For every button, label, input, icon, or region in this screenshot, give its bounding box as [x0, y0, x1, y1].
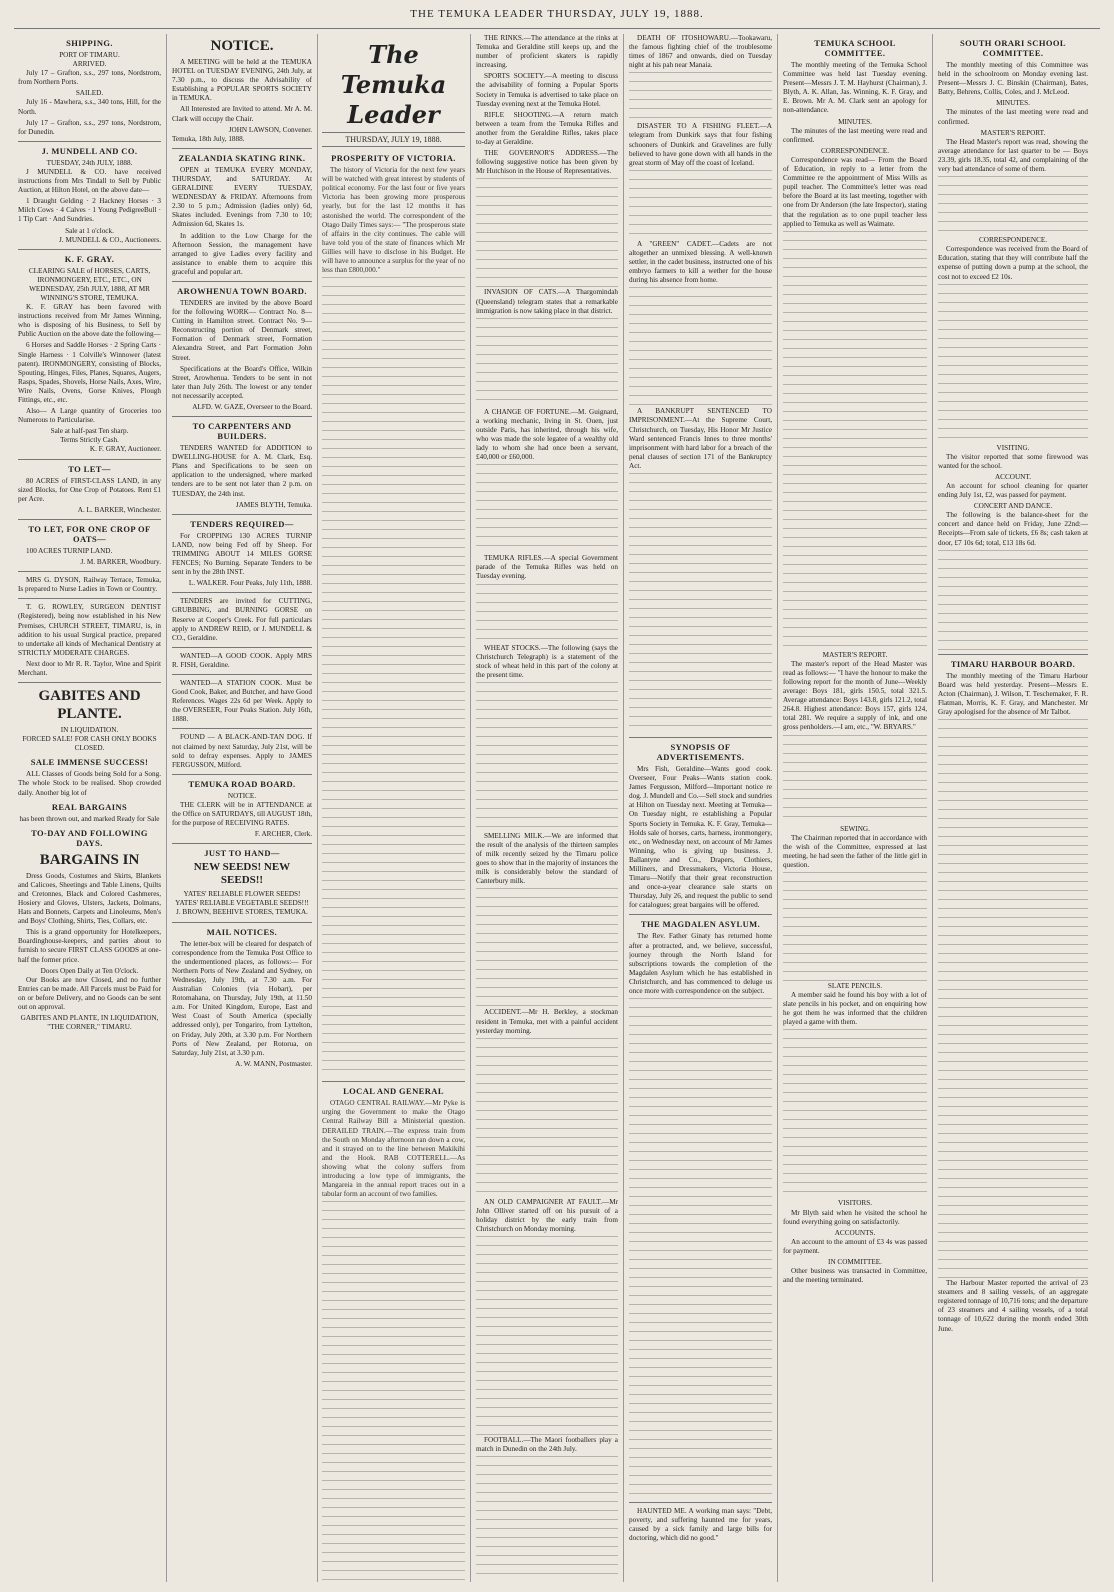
article-text-block	[783, 1029, 927, 1199]
committee-text: Other business was transacted in Committee, and the meeting terminated.	[783, 1267, 927, 1285]
divider	[938, 654, 1088, 655]
rowley-ad: T. G. ROWLEY, SURGEON DENTIST (Registered), being now established in his New Premises, CHURCH STREET, TIMARU, is, in addition to his usual Surgical practice, prepared to undertake all kinds of Mechanical Dentistry at STRICTLY MODERATE CHARGES.	[18, 603, 161, 657]
news-item-smelling-milk: SMELLING MILK.—We are informed that the result of the analysis of the thirteen samples of milk recently seized by the Timaru police goes to show that in the majority of instances the milk is considerably below the standard of Canterbury milk.	[476, 831, 618, 886]
arowhenua-specs: Specifications at the Board's Office, Wilkin Street, Arowhenua. Tenders to be sent in not later than July 26th. The lowest or any tender not necessarily accepted.	[172, 364, 312, 400]
news-item-rinks: THE RINKS.—The attendance at the rinks at Temuka and Geraldine still keeps up, and the number of proficient skaters is rapidly increasing.	[476, 34, 618, 70]
section-label: MINUTES.	[996, 99, 1030, 108]
temuka-school-heading: TEMUKA SCHOOL COMMITTEE.	[814, 38, 896, 58]
slate-text: A member said he found his boy with a lot of slate pencils in his pocket, and on enquiring how he got them he was informed that the children played a game with them.	[783, 991, 927, 1027]
article-text-block	[476, 1456, 618, 1582]
gray-heading: K. F. GRAY.	[64, 253, 115, 264]
news-item-disaster: DISASTER TO A FISHING FLEET.—A telegram from Dunkirk says that four fishing schooners of Dunkirk and Gravelines are fully believed to have gone down with all hands in the great storm of May off the coast of Iceland.	[629, 122, 772, 167]
article-text-block	[783, 231, 927, 651]
news-item-campaigner: AN OLD CAMPAIGNER AT FAULT.—Mr John Olliver started off on his pursuit of a holiday district by the early train from Christchurch on Monday morning.	[476, 1197, 618, 1234]
divider	[18, 571, 161, 572]
divider	[18, 459, 161, 460]
to-let-oats-heading: TO LET, FOR ONE CROP OF OATS—	[28, 523, 151, 544]
arowhenua-signature: ALFD. W. GAZE, Overseer to the Board.	[192, 403, 312, 411]
section-label: VISITING.	[996, 443, 1030, 452]
section-label: ACCOUNT.	[994, 472, 1031, 481]
news-item-cadet: A "GREEN" CADET.—Cadets are not altogether an unmixed blessing. A well-known settler, in the cadet business, instructed one of his embryo farmers to kill a wether for the house during his absence from home.	[629, 239, 772, 285]
gabites-body: ALL Classes of Goods being Sold for a Song. The whole Stock to be realised. Shop crowded daily. Another big lot of	[18, 770, 161, 797]
harbour-board-body: The monthly meeting of the Timaru Harbour Board was held yesterday. Present—Messrs E. Acton (Chairman), J. Wilson, T. Teschemaker, F. R. Flatman, Morris, K. F. Gray, and Manchester. Mr Gray apologised for the absence of Mr Talbot.	[938, 671, 1088, 716]
gray-also: Also— A Large quantity of Groceries too Numerous to Particularise.	[18, 407, 161, 425]
carpenters-signature: JAMES BLYTH, Temuka.	[235, 500, 312, 509]
notice-heading: NOTICE.	[210, 38, 274, 54]
gabites-books: Our Books are now Closed, and no further Entries can be made. All Parcels must be Paid for on or before Delivery, and no Goods can be sent out on approval.	[18, 975, 161, 1012]
section-label: MINUTES.	[838, 117, 872, 126]
rink-more: In addition to the Low Charge for the Afternoon Session, the management have arranged to give Ladies every facility and assistance to enable them to acquire this graceful and popular art.	[172, 231, 312, 276]
section-label: CORRESPONDENCE.	[820, 146, 890, 155]
gray-items: 6 Horses and Saddle Horses · 2 Spring Carts · Single Harness · 1 Colville's Winnower (latest patent). IRONMONGERY, consisting of Blocks, Spouting, Hinges, Files, Planes, Squares, Augers, Rasps, Spades, Shovels, Horse Nails, Axes, Wire, Wire Nails, Ovens, Gorse Knives, Plough Fittings, etc., etc.	[18, 341, 161, 404]
mundell-date: TUESDAY, 24th JULY, 1888.	[46, 158, 133, 167]
article-text-block	[476, 584, 618, 644]
divider	[172, 774, 312, 775]
column-rule	[932, 34, 933, 1582]
seeds-body: YATES' RELIABLE FLOWER SEEDS! YATES' RELIABLE VEGETABLE SEEDS!!!	[175, 890, 309, 908]
rink-body: OPEN at TEMUKA EVERY MONDAY, THURSDAY, and SATURDAY. At GERALDINE EVERY TUESDAY, WEDNESDAY & FRIDAY. Afternoons from 2.30 to 5 p.m.; Admission (ladies only) 6d, Skates included. Evenings from 7.30 to 10; Admission 6d, Skates 1s.	[172, 165, 312, 229]
article-text-block	[783, 735, 927, 825]
article-text-block	[476, 682, 618, 832]
to-let-heading: TO LET—	[68, 463, 111, 474]
divider	[629, 1502, 772, 1503]
arrival-entry: July 17 – Grafton, s.s., 297 tons, Nordstrom, from Northern Ports.	[18, 69, 161, 87]
editorial-text: The history of Victoria for the next few years will be watched with great interest by students of political economy. For the last four or five years Victoria has been growing more prosperous yearly, but for the last 12 months it has astonished the world. The correspondent of the Otago Daily Times says:— "The prosperous state of affairs in the city continues. The cable will have told you of the state of finances which Mr Gillies will have to disclose in his Budget. He will have to announce a surplus for the year of no less than £800,000."	[322, 166, 465, 275]
article-text-block	[629, 287, 772, 407]
arowhenua-body: TENDERS are invited by the above Board for the following WORK— Contract No. 8—Cutting in Hamilton street. Contract No. 9—Reconstructing portion of Denmark street, Formation of Denmark street, Formation Alexandra Street, and Part Formation John Street.	[172, 298, 312, 362]
news-item-wheat: WHEAT STOCKS.—The following (says the Christchurch Telegraph) is a statement of the stock of wheat held in this part of the colony at the present time.	[476, 643, 618, 679]
to-let-oats-signature: J. M. BARKER, Woodbury.	[80, 558, 161, 567]
shipping-heading: SHIPPING.	[66, 38, 113, 48]
column-rule	[777, 34, 778, 1582]
news-item-accident: ACCIDENT.—Mr H. Berkley, a stockman resident in Temuka, met with a painful accident yesterday morning.	[476, 1008, 618, 1035]
notice-date: Temuka, 18th July, 1888.	[172, 134, 245, 143]
gray-sale-notice: CLEARING SALE of HORSES, CARTS, IRONMONGERY, ETC., ETC., ON WEDNESDAY, 25th JULY, 1888, AT MR WINNING'S STORE, TEMUKA.	[28, 266, 151, 302]
header-rule	[14, 28, 1100, 29]
seeds-new: NEW SEEDS! NEW SEEDS!!	[193, 861, 291, 887]
article-text-block	[476, 318, 618, 408]
gray-terms: Terms Strictly Cash.	[60, 436, 119, 445]
column-rule	[317, 34, 318, 1582]
divider	[18, 141, 161, 142]
visiting-text: The visitor reported that some firewood was wanted for the school.	[938, 452, 1088, 470]
divider	[172, 416, 312, 417]
divider	[172, 592, 312, 593]
asylum-text: The Rev. Father Ginaty has returned home after a protracted, and, we believe, successful, journey through the North Island for subscriptions towards the completion of the Magdalen Asylum which he has established in Christchurch, and has commenced to deluge us once more with correspondence on the subject.	[629, 932, 772, 996]
gabites-real-bargains: REAL BARGAINS	[51, 801, 128, 812]
section-label: IN COMMITTEE.	[828, 1258, 882, 1267]
divider	[18, 519, 161, 520]
seeds-heading: JUST TO HAND—	[204, 848, 280, 859]
article-text-block	[938, 176, 1088, 236]
article-text-block	[938, 284, 1088, 444]
sewing-text: The Chairman reported that in accordance with the wish of the Committee, expressed at last meeting, he had seen the father of the little girl in question.	[783, 833, 927, 869]
news-item-football: FOOTBALL.—The Maori footballers play a match in Dunedin on the 24th July.	[476, 1436, 618, 1454]
correspondence-text: Correspondence was received from the Board of Education, stating that they will contribute half the expense of putting down a pump at the school, the cost not to exceed £2 10s.	[938, 245, 1088, 281]
article-text-block	[938, 719, 1088, 1279]
article-text-block	[322, 277, 465, 1077]
divider	[172, 728, 312, 729]
divider	[18, 682, 161, 683]
divider	[172, 647, 312, 648]
section-label: ACCOUNTS.	[834, 1228, 876, 1237]
roadboard-heading: TEMUKA ROAD BOARD.	[188, 778, 296, 789]
roadboard-notice: NOTICE.	[227, 791, 257, 800]
divider	[18, 598, 161, 599]
column-2	[172, 34, 312, 1582]
divider	[322, 1081, 465, 1082]
gabites-signature: GABITES AND PLANTE, IN LIQUIDATION, "THE CORNER," TIMARU.	[20, 1014, 159, 1032]
local-general-heading: LOCAL AND GENERAL	[343, 1086, 444, 1097]
mail-signature: A. W. MANN, Postmaster.	[235, 1059, 312, 1068]
sailing-entry: July 16 - Mawhera, s.s., 340 tons, Hill, for the North.	[18, 98, 161, 116]
account-text: An account for school cleaning for quarter ending July 1st, £2, was passed for payment.	[938, 481, 1088, 500]
news-item-sports: SPORTS SOCIETY.—A meeting to discuss the advisability of forming a Popular Sports Society in Temuka is advertised to take place on Tuesday evening next at the Temuka Hotel.	[476, 72, 618, 108]
wanted-cook: WANTED—A GOOD COOK. Apply MRS R. FISH, Geraldine.	[172, 651, 312, 669]
haunted-ad: HAUNTED ME. A working man says: "Debt, poverty, and suffering haunted me for years, caused by a sick family and large bills for doctoring, which did no good."	[629, 1507, 772, 1543]
section-label: MASTER'S REPORT.	[822, 650, 888, 659]
asylum-heading: THE MAGDALEN ASYLUM.	[640, 919, 761, 930]
report-text: The Head Master's report was read, showing the average attendance for last quarter to be — Boys 23.39, girls 18.35, total 42, and complaining of the very bad attendance of some of them.	[938, 137, 1088, 174]
seeds-signature: J. BROWN, BEEHIVE STORES, TEMUKA.	[176, 908, 308, 917]
divider	[172, 674, 312, 675]
news-item-governor: THE GOVERNOR'S ADDRESS.—The following suggestive notice has been given by Mr Hutchison in the House of Representatives.	[476, 149, 618, 176]
section-label: CORRESPONDENCE.	[978, 236, 1048, 245]
harbour-board-heading: TIMARU HARBOUR BOARD.	[950, 658, 1076, 669]
gabites-opened: has been thrown out, and marked Ready for Sale	[19, 814, 160, 823]
editorial-heading: PROSPERITY OF VICTORIA.	[331, 153, 456, 164]
local-general-text: OTAGO CENTRAL RAILWAY.—Mr Pyke is urging the Government to make the Otago Central Railway Bill a Ministerial question. DERAILED TRAIN.—The express train from the South on Monday afternoon ran down a cow, and it strayed on to the line between Makikihi and the Hook. RAB COTTERELL.—As showing what the colony suffers from introducing a low type of immigrants, the Mangareia in the annual report traces out in a tabular form an account of two families.	[322, 1099, 465, 1199]
concert-text: The following is the balance-sheet for the concert and dance held on Friday, June 22nd:—Receipts—From sale of tickets, £6 8s; cash taken at door, £7 10s 6d; total, £13 18s 6d.	[938, 511, 1088, 547]
report-text: The master's report of the Head Master was read as follows:— "I have the honour to make the following report for the month of June—Weekly average: Boys 181, girls 150.5, total 321.5. Average attendance: Boys 143.8, girls 121.2, total 264.8. Highest attendance: Boys 157, girls 124, total 281. We require a supply of ink, and one gross penholders.—I am, etc., "W. BRYARS."	[783, 659, 927, 732]
visitors-text: Mr Blyth said when he visited the school he found everything going on satisfactorily.	[783, 1208, 927, 1226]
divider	[629, 914, 772, 915]
news-item-rifles: TEMUKA RIFLES.—A special Government parade of the Temuka Rifles was held on Tuesday evening.	[476, 554, 618, 581]
tenders-signature: L. WALKER. Four Peaks, July 11th, 1888.	[188, 579, 312, 588]
roadboard-signature: F. ARCHER, Clerk.	[254, 830, 312, 839]
shipping-subheading: PORT OF TIMARU.	[59, 51, 120, 59]
arrived-label: ARRIVED.	[72, 60, 107, 69]
column-4	[476, 34, 618, 1582]
arowhenua-heading: AROWHENUA TOWN BOARD.	[177, 285, 307, 296]
news-item-rifle: RIFLE SHOOTING.—A return match between a team from the Temuka Rifles and another from the Geraldine Rifles, takes place to-day at Geraldine.	[476, 110, 618, 147]
section-label: SEWING.	[840, 824, 870, 833]
section-label: VISITORS.	[837, 1199, 872, 1208]
rink-heading: ZEALANDIA SKATING RINK.	[178, 152, 306, 163]
gabites-doors: Doors Open Daily at Ten O'clock.	[40, 966, 139, 975]
gray-sale-time: Sale at half-past Ten sharp.	[50, 427, 129, 436]
south-orari-heading: SOUTH ORARI SCHOOL COMMITTEE.	[960, 38, 1066, 58]
article-text-block	[938, 550, 1088, 650]
to-let-body: 80 ACRES of FIRST-CLASS LAND, in any sized Blocks, for One Crop of Potatoes. Rent £1 per Acre.	[18, 476, 161, 503]
article-text-block	[629, 998, 772, 1498]
sailing-entry: July 17 – Grafton, s.s., 297 tons, Nordstrom, for Dunedin.	[18, 118, 161, 136]
gabites-bargains-in: BARGAINS IN	[39, 851, 140, 868]
gabites-heading: GABITES AND PLANTE.	[38, 688, 141, 723]
harbour-board-more: The Harbour Master reported the arrival of 23 steamers and 8 sailing vessels, of an aggregate registered tonnage of 10,716 tons; and the departure of 23 steamers and 4 sailing vessels, of a total tonnage of 10,622 during the month ended 30th June.	[938, 1279, 1088, 1333]
gabites-today: TO-DAY AND FOLLOWING DAYS.	[31, 827, 148, 848]
synopsis-text: Mrs Fish, Geraldine—Wants good cook. Overseer, Four Peaks—Wants station cook. James Fergusson, Milford—Important notice re dog. J. Mundell and Co.—Sell stock and sundries at Hilton on Tuesday next. Meeting at Temuka—On Tuesday night, re establishing a Popular Sports Society in Temuka. K. F. Gray, Temuka—Holds sale of horses, carts, harness, ironmongery, etc., on Wednesday next, on account of Mr James Winning, who is giving up business. J. Ballantyne and Co., Drapers, Clothiers, Milliners, and Dressmakers, Victoria House, Timaru—Notify that their great reconstruction and once-a-year clearance sale starts on Thursday, July 26, and request the public to send for catalogues; great bargains will be offered.	[629, 764, 772, 910]
gabites-forced-sale: FORCED SALE! FOR CASH ONLY BOOKS CLOSED.	[22, 735, 157, 753]
divider	[172, 281, 312, 282]
divider	[172, 843, 312, 844]
wanted-station-cook: WANTED—A STATION COOK. Must be Good Cook, Baker, and Butcher, and have Good References. Wages 22s 6d per Week. Apply to the OVERSEER, Four Peaks Station. July 16th, 1888.	[172, 678, 312, 724]
to-let-oats-body: 100 ACRES TURNIP LAND.	[26, 546, 113, 555]
gabites-success: SALE IMMENSE SUCCESS!	[30, 757, 149, 768]
article-text-block	[322, 1201, 465, 1582]
divider	[629, 737, 772, 738]
divider	[172, 922, 312, 923]
mundell-body: J MUNDELL & CO. have received instructions from Mrs Tindall to Sell by Public Auction, at Hilton Hotel, on the above date—	[18, 167, 161, 195]
section-label: CONCERT AND DANCE.	[973, 502, 1053, 511]
mundell-items: 1 Draught Gelding · 2 Hackney Horses · 3 Milch Cows · 4 Calves · 1 Young PedigreeBull · 1 Tip Cart · And Sundries.	[18, 197, 161, 224]
found-dog: FOUND — A BLACK-AND-TAN DOG. If not claimed by next Saturday, July 21st, will be sold to defray expenses. Apply to JAMES FERGUSSON, Milford.	[172, 733, 312, 769]
article-text-block	[476, 1236, 618, 1436]
mail-body: The letter-box will be cleared for despatch of correspondence from the Temuka Post Office to the undermentioned places, as follows:— For Northern Ports of New Zealand and Sydney, on Wednesday, July 19th, at 7.30 a.m. For Australian Colonies (via Hobart), per Rotomahana, on Thursday, July 19th, at 11.50 a.m. For United Kingdom, Europe, East and West Coast of South America (specially addressed only), per Tongariro, from Lyttelton, on Friday, July 20th, at 3.30 p.m. For Northern Ports of New Zealand, per Rotorua, on Saturday, July 21st, at 3.30 p.m.	[172, 939, 312, 1057]
temuka-school-body: The monthly meeting of the Temuka School Committee was held last Tuesday evening. Present—Messrs J. T. M. Hayhurst (Chairman), J. Blyth, A. K. Allan, Jas. Winning, K. F. Gray, and E. Brown. Mr A. M. Clark sent an apology for non-attendance.	[783, 61, 927, 115]
notice-more: All Interested are Invited to attend. Mr A. M. Clark will occupy the Chair.	[172, 105, 312, 123]
synopsis-heading: SYNOPSIS OF ADVERTISEMENTS.	[656, 741, 745, 762]
notice-body: A MEETING will be held at the TEMUKA HOTEL on TUESDAY EVENING, 24th July, at 7.30 p.m., to discuss the Advisability of Establishing a POPULAR SPORTS SOCIETY in TEMUKA.	[172, 58, 312, 103]
article-text-block	[476, 464, 618, 554]
rowley-address: Next door to Mr R. R. Taylor, Wine and Spirit Merchant.	[18, 659, 161, 677]
column-7	[938, 34, 1088, 1582]
news-item-bankrupt: A BANKRUPT SENTENCED TO IMPRISONMENT.—At the Supreme Court, Christchurch, on Tuesday, His Honor Mr Justice Ward sentenced Francis Innes to three months' imprisonment with hard labor for a breach of the penal clauses of section 171 of the Bankruptcy Act.	[629, 407, 772, 470]
running-header: THE TEMUKA LEADER THURSDAY, JULY 19, 1888.	[410, 8, 704, 20]
section-label: SLATE PENCILS.	[827, 982, 883, 990]
news-item-fortune: A CHANGE OF FORTUNE.—M. Guignard, a working mechanic, living in St. Ouen, just outside Paris, has inherited, through his wife, who was made the sole legatee of a wealthy old lady to whom she had once been a servant, £40,000 or £60,000.	[476, 407, 618, 462]
minutes-text: The minutes of the last meeting were read and confirmed.	[938, 108, 1088, 126]
mundell-heading: J. MUNDELL AND CO.	[41, 145, 138, 156]
tenders-heading: TENDERS REQUIRED—	[190, 518, 294, 529]
carpenters-heading: TO CARPENTERS AND BUILDERS.	[192, 421, 292, 442]
news-item-death: DEATH OF ITOSHOWARU.—Tookawaru, the famous fighting chief of the troublesome times of 1867 and onwards, died on Tuesday night at his pah near Manaia.	[629, 34, 772, 70]
article-text-block	[629, 473, 772, 733]
gray-signature: K. F. GRAY, Auctioneer.	[89, 445, 161, 454]
gabites-opportunity: This is a grand opportunity for Hotelkeepers, Boardinghouse-keepers, and parties about to furnish to secure FIRST CLASS GOODS at one-half the former price.	[18, 928, 161, 964]
gray-body: K. F. GRAY has been favored with instructions received from Mr James Winning, who is disposing of his Business, to Sell by Public Auction on the above date the following—	[18, 303, 161, 339]
article-text-block	[783, 872, 927, 982]
column-3	[322, 34, 465, 1582]
mundell-sale-time: Sale at 1 o'clock.	[65, 226, 114, 235]
mundell-signature: J. MUNDELL & CO., Auctioneers.	[59, 235, 161, 244]
article-text-block	[476, 178, 618, 288]
column-rule	[166, 34, 167, 1582]
newspaper-nameplate: The Temuka Leader	[340, 40, 447, 129]
news-item-cats: INVASION OF CATS.—A Thargomindah (Queensland) telegram states that a remarkable immigration is now taking place in that district.	[476, 288, 618, 315]
issue-date: THURSDAY, JULY 19, 1888.	[322, 132, 465, 147]
article-text-block	[476, 1038, 618, 1198]
column-rule	[623, 34, 624, 1582]
divider	[18, 249, 161, 250]
column-6	[783, 34, 927, 1582]
roadboard-body: THE CLERK will be in ATTENDANCE at the Office on SATURDAYS, till AUGUST 18th, for the purpose of RECEIVING RATES.	[172, 800, 312, 828]
south-orari-body: The monthly meeting of this Committee was held in the schoolroom on Monday evening last. Present—Messrs J. C. Binskin (Chairman), Bates, Batty, Behrens, Collis, Coles, and J. McLeod.	[938, 61, 1088, 97]
article-text-block	[629, 170, 772, 240]
sailed-label: SAILED.	[75, 89, 104, 98]
divider	[172, 514, 312, 515]
tenders-body: For CROPPING 130 ACRES TURNIP LAND, now being Fed off by Sheep. For TRIMMING ABOUT 14 MILES GORSE FENCES; No Burning. Separate Tenders to be sent in by the 28th INST.	[172, 531, 312, 577]
article-text-block	[629, 72, 772, 122]
column-1	[18, 34, 161, 1582]
column-5	[629, 34, 772, 1582]
section-label: MASTER'S REPORT.	[980, 128, 1046, 137]
gabites-list: Dress Goods, Costumes and Skirts, Blankets and Calicoes, Sheetings and Table Linens, Quilts and Cretonnes, Black and Colored Cashmeres, Hosiery and Gloves, Ulsters, Jackets, Dolmans, Hats and Bonnets, Carpets and Linoleums, Men's and Boys' Clothing, Shirts, Ties, Collars, etc.	[18, 871, 161, 926]
notice-signature: JOHN LAWSON, Convener.	[228, 125, 312, 134]
gabites-subheading: IN LIQUIDATION.	[60, 726, 119, 735]
carpenters-body: TENDERS WANTED for ADDITION to DWELLING-HOUSE for A. M. Clark, Esq. Plans and Specifications to be seen on application to the undersigned, where marked tenders are to be sent not later than 2 p.m. on TUESDAY, the 24th inst.	[172, 444, 312, 498]
column-rule	[470, 34, 471, 1582]
correspondence-text: Correspondence was read— From the Board of Education, in reply to a letter from the Committee re the appointment of Miss Wills as pupil teacher. The Committee's letter was read before the Board at its last meeting, together with one from Dr Anderson (the late Inspector), stating that the regulation as to one pupil teacher less applied to Temuka as well as Waimate.	[783, 155, 927, 228]
dyson-ad: MRS G. DYSON, Railway Terrace, Temuka, Is prepared to Nurse Ladies in Town or Country.	[18, 576, 161, 594]
cutting-tender: TENDERS are invited for CUTTING, GRUBBING, and BURNING GORSE on Reserve at Cooper's Creek. For full particulars apply to ANDREW REID, or J. MUNDELL & CO., Geraldine.	[172, 597, 312, 642]
accounts-text: An account to the amount of £3 4s was passed for payment.	[783, 1237, 927, 1255]
article-text-block	[476, 888, 618, 1008]
mail-heading: MAIL NOTICES.	[206, 926, 278, 937]
to-let-signature: A. L. BARKER, Winchester.	[77, 505, 161, 514]
divider	[172, 148, 312, 149]
minutes-text: The minutes of the last meeting were read and confirmed.	[783, 126, 927, 144]
